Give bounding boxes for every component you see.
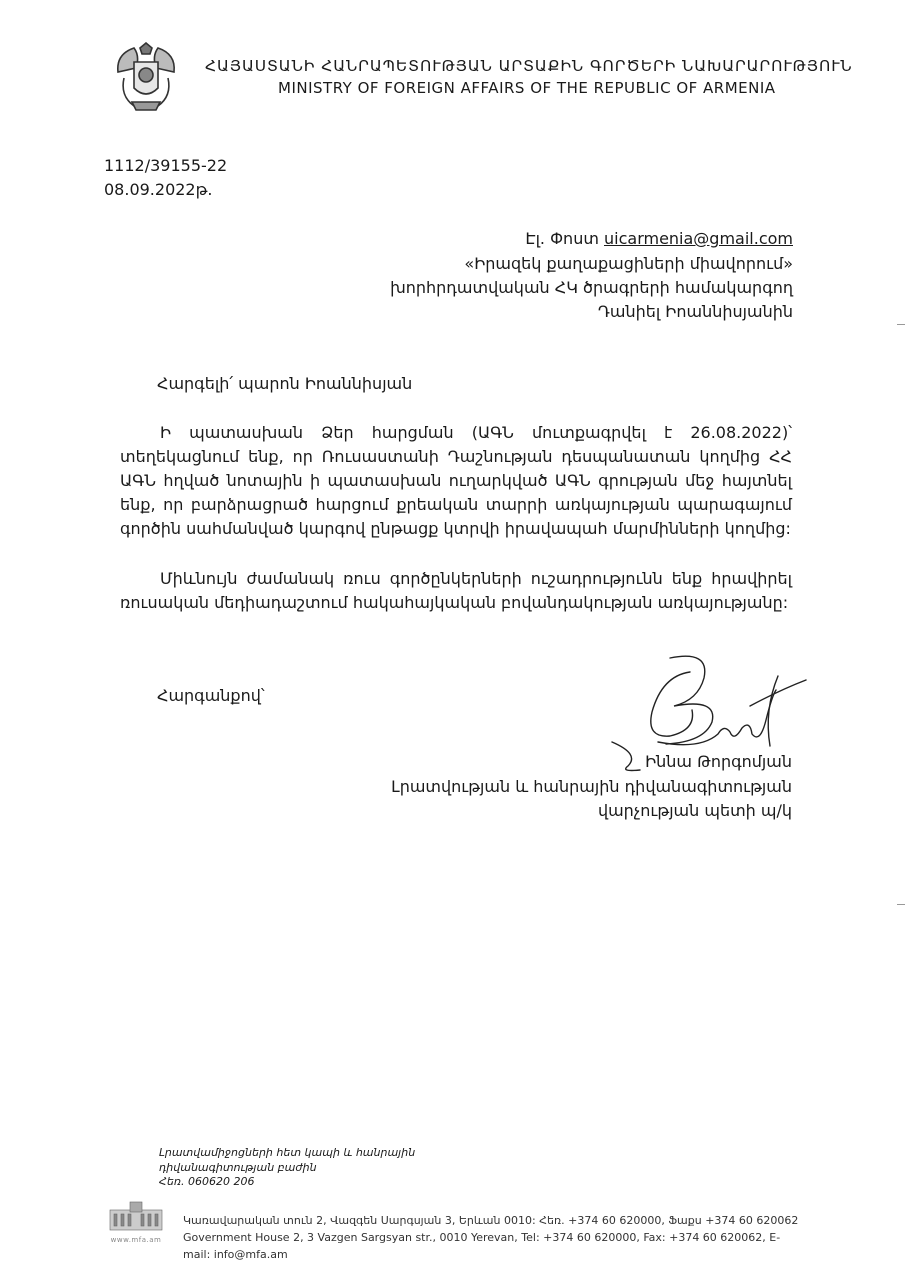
reference-date: 08.09.2022թ. bbox=[104, 180, 213, 199]
salutation: Հարգելի՛ պարոն Իոաննիսյան bbox=[157, 374, 413, 393]
signatory-name: Իննա Թորգոմյան bbox=[645, 752, 792, 771]
footer-dept-phone: Հեռ. 060620 206 bbox=[159, 1175, 255, 1188]
addressee-email-line bbox=[525, 229, 793, 248]
website-caption: www.mfa.am bbox=[110, 1236, 162, 1244]
signatory-title-2: վարչության պետի պ/կ bbox=[597, 801, 792, 820]
addressee-name: Դանիել Իոաննիսյանին bbox=[597, 302, 793, 321]
scan-edge-mark bbox=[897, 324, 905, 325]
reference-number: 1112/39155-22 bbox=[104, 156, 228, 175]
footer-address-armenian: Կառավարական տուն 2, Վազգեն Սարգսյան 3, Երևան 0010: Հեռ. +374 60 620000, Ֆաքս +374 60 620062 bbox=[183, 1214, 799, 1227]
closing: Հարգանքով՝ bbox=[157, 686, 265, 705]
footer-dept-line-1: Լրատվամիջոցների հետ կապի և հանրային bbox=[159, 1146, 416, 1159]
signatory-title-1: Լրատվության և հանրային դիվանագիտության bbox=[391, 777, 792, 796]
ministry-name-armenian: ՀԱՅԱՍՏԱՆԻ ՀԱՆՐԱՊԵՏՈՒԹՅԱՆ ԱՐՏԱՔԻՆ ԳՈՐԾԵՐԻ ՆԱԽԱՐԱՐՈՒԹՅՈՒՆ bbox=[205, 57, 853, 75]
addressee-organization: «Իրազեկ քաղաքացիների միավորում» bbox=[464, 254, 793, 273]
paragraph-1: Ի պատասխան Ձեր հարցման (ԱԳՆ մուտքագրվել է 26.08.2022)՝ տեղեկացնում ենք, որ Ռուսաստանի Դաշնության դեսպանատան կողմից ՀՀ ԱԳՆ հղված նոտային ի պատասխան ուղարկված ԱԳՆ գրության մեջ հայտնել ենք, որ բարձրացրած հարցում քրեական տարրի առկայության պարագայում գործին սահմանված կարգով ընթացք կտրվի իրավապահ մարմինների կողմից: bbox=[120, 423, 792, 538]
footer-dept-line-2: դիվանագիտության բաժին bbox=[159, 1160, 317, 1174]
email-label: Էլ. Փոստ bbox=[525, 229, 604, 248]
paragraph-2: Միևնույն ժամանակ ռուս գործընկերների ուշադրությունն ենք հրավիրել ռուսական մեդիադաշտում հակահայկական բովանդակության առկայությանը: bbox=[120, 569, 792, 612]
ministry-name-english: MINISTRY OF FOREIGN AFFAIRS OF THE REPUBLIC OF ARMENIA bbox=[278, 79, 776, 97]
addressee-position: խորհրդատվական ՀԿ ծրագրերի համակարգող bbox=[390, 278, 793, 297]
email-link[interactable]: uicarmenia@gmail.com bbox=[604, 229, 793, 248]
footer-department bbox=[159, 1146, 415, 1190]
government-building-icon bbox=[104, 1200, 168, 1244]
scan-edge-mark bbox=[897, 904, 905, 905]
footer-address bbox=[183, 1212, 803, 1263]
footer-address-english: Government House 2, 3 Vazgen Sargsyan str., 0010 Yerevan, Tel: +374 60 620000, Fax: +374 60 620062, E-mail: info@mfa.am bbox=[183, 1231, 781, 1261]
coat-of-arms-icon bbox=[110, 42, 182, 114]
